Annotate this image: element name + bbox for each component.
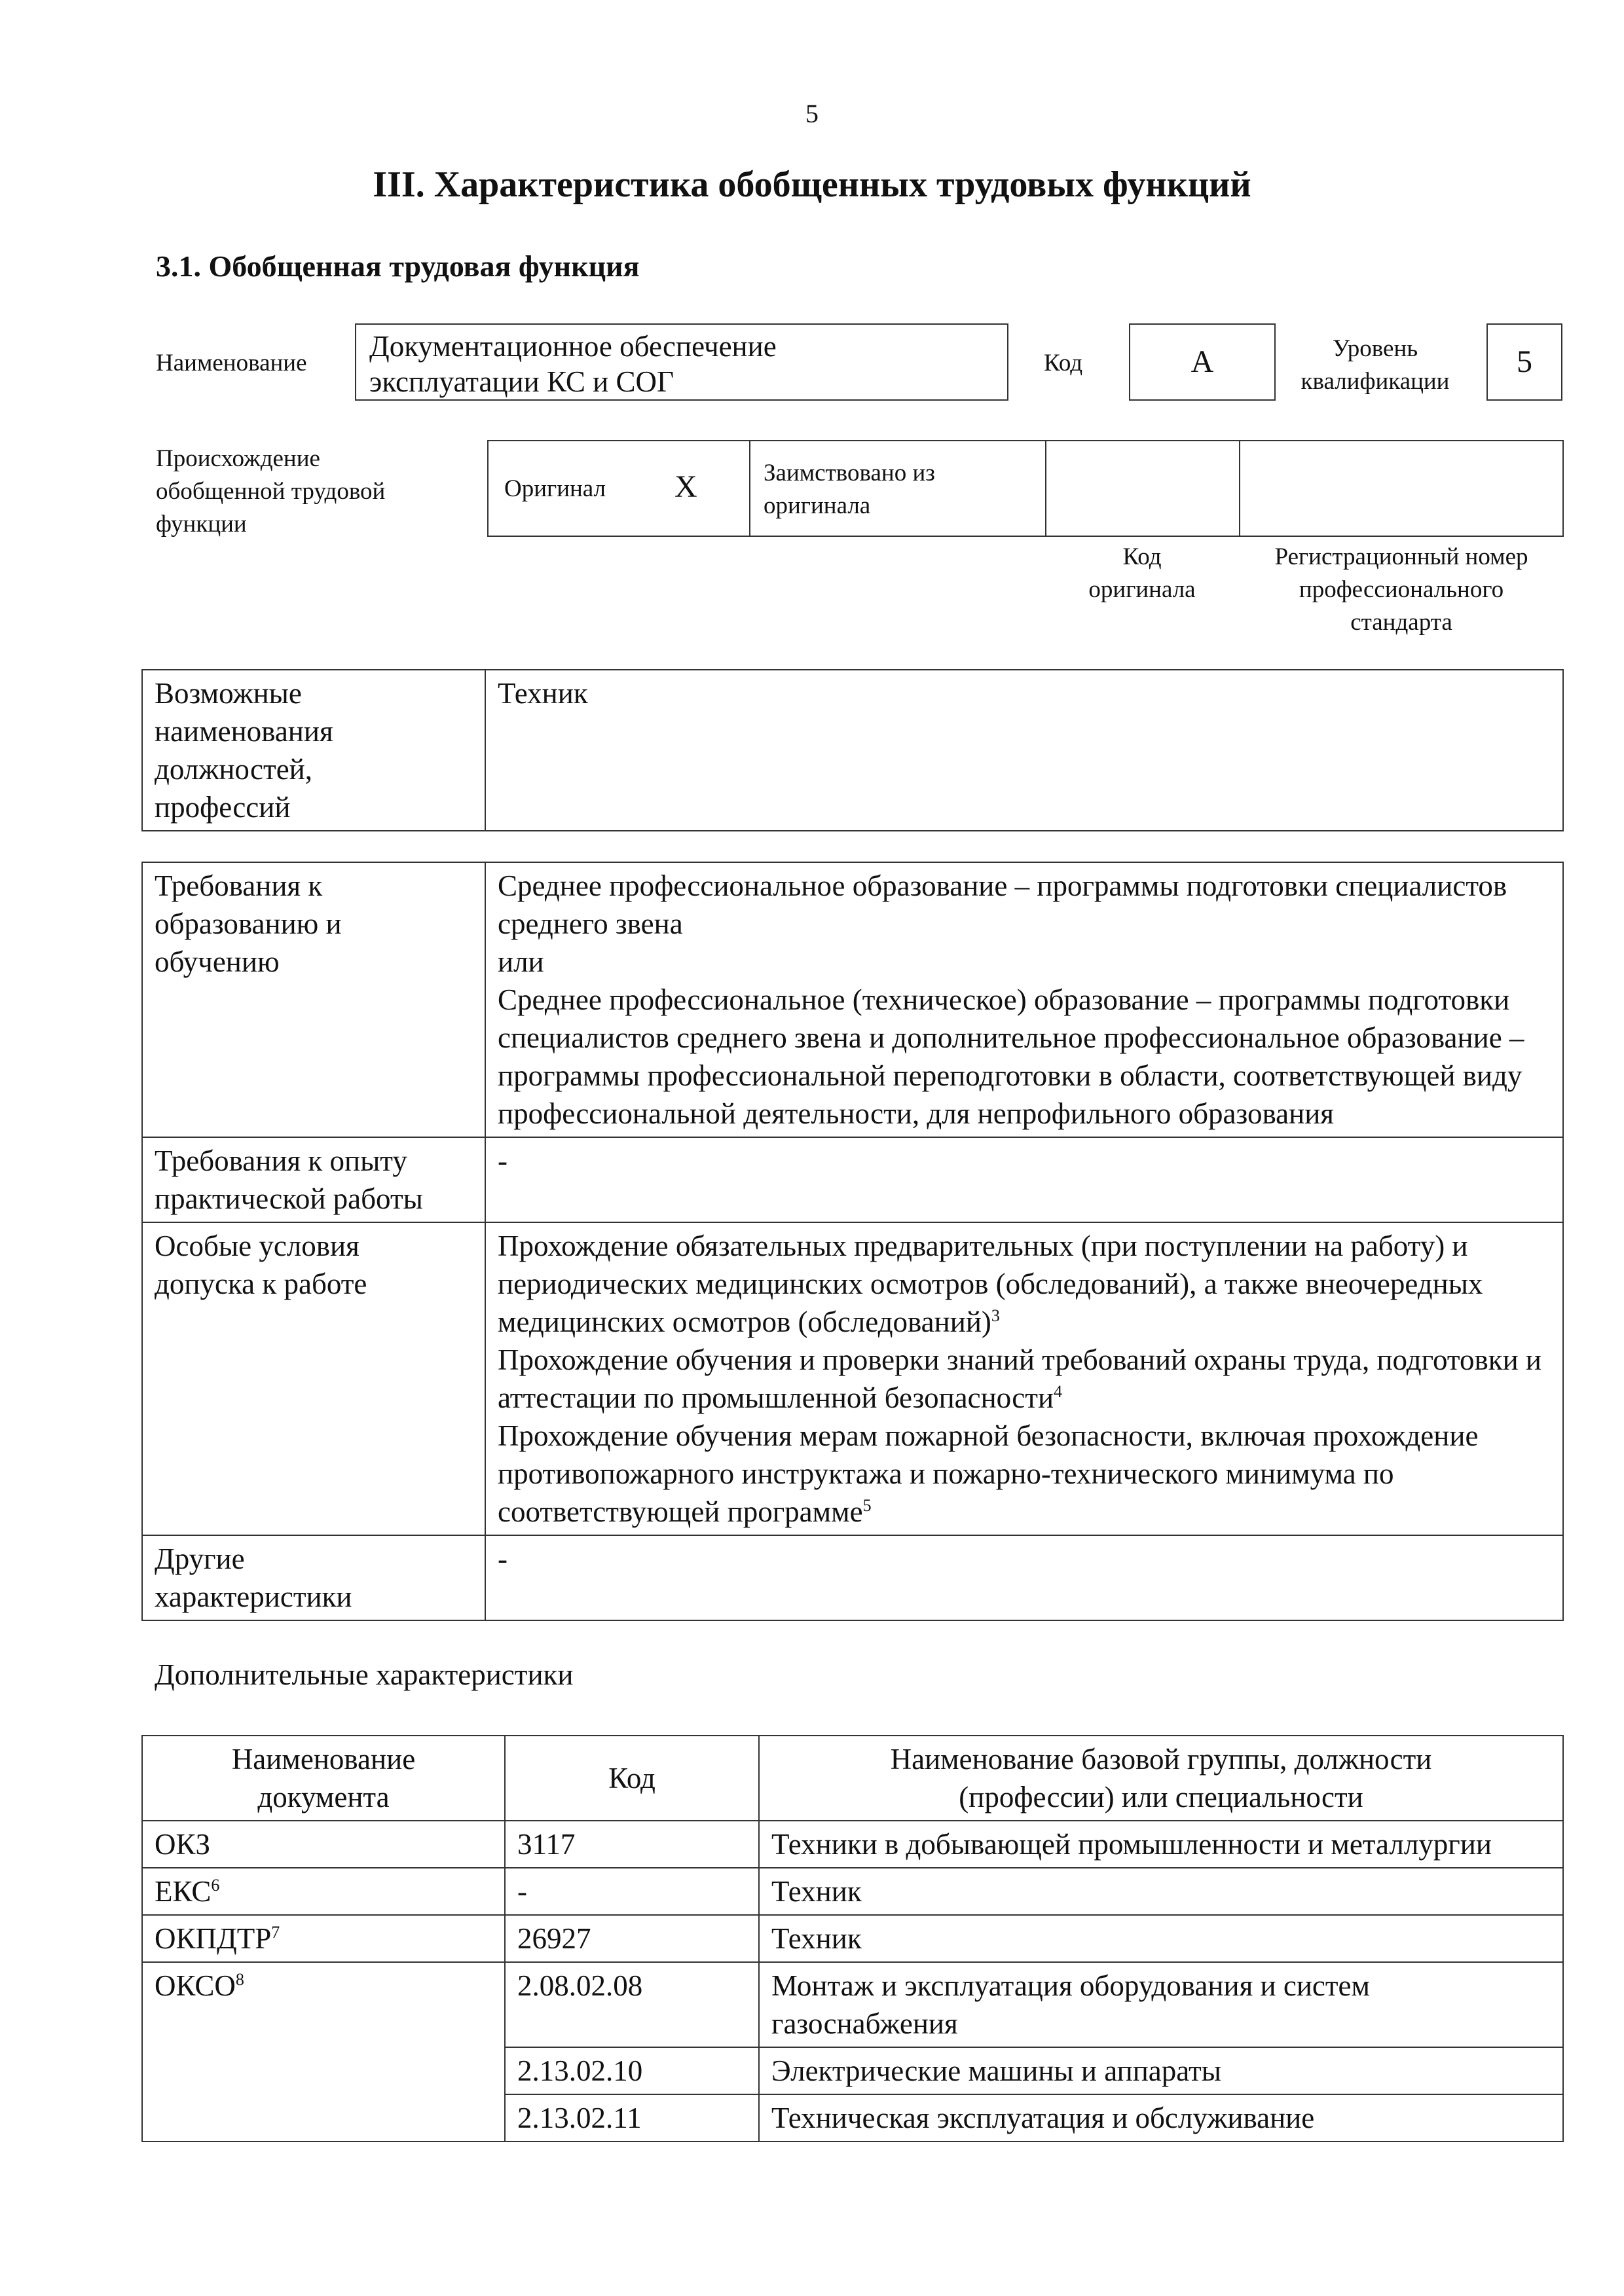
footnote-4: 4 <box>1054 1382 1063 1401</box>
positions-label-line3: должностей, <box>155 753 312 786</box>
origin-box <box>487 440 1564 537</box>
special-text3: Прохождение обучения мерам пожарной безопасности, включая прохождение противопожарного инструктажа и пожарно-технического минимума по соответствующей программе <box>498 1419 1479 1528</box>
code-label: Код <box>1044 350 1083 376</box>
reg-number-caption-line3: стандарта <box>1350 609 1452 636</box>
education-label-line3: обучению <box>155 945 280 978</box>
row-name: Техник <box>759 1915 1563 1962</box>
special-row <box>142 1222 1563 1535</box>
name-value-line1: Документационное обеспечение <box>369 330 777 363</box>
col-name-line1: Наименование базовой группы, должности <box>890 1743 1432 1776</box>
borrowed-label <box>764 457 935 522</box>
col-doc-header <box>142 1736 505 1821</box>
page-number: 5 <box>805 99 819 128</box>
special-label-line1: Особые условия <box>155 1230 360 1262</box>
footnote-3: 3 <box>991 1306 1000 1325</box>
doc-text: ОКПДТР <box>155 1922 272 1955</box>
requirements-table <box>141 862 1564 1621</box>
footnote-7: 7 <box>271 1923 280 1942</box>
other-label-line1: Другие <box>155 1542 245 1575</box>
positions-label-line1: Возможные <box>155 677 302 710</box>
borrowed-label-line2: оригинала <box>764 492 871 519</box>
name-value-box <box>355 323 1008 401</box>
additional-title: Дополнительные характеристики <box>155 1658 574 1691</box>
doc-text: ОКСО <box>155 1969 236 2002</box>
row-code: 2.13.02.10 <box>505 2047 759 2094</box>
footnote-6: 6 <box>211 1876 220 1895</box>
name-value-line2: эксплуатации КС и СОГ <box>369 365 674 398</box>
original-label: Оригинал <box>504 475 606 502</box>
education-text: Среднее профессиональное образование – программы подготовки специалистов среднего звена <box>498 869 1507 940</box>
experience-label-cell <box>142 1137 485 1222</box>
level-value: 5 <box>1517 344 1532 379</box>
level-label <box>1297 333 1454 398</box>
special-value-cell <box>485 1222 1563 1535</box>
row-name: Техник <box>759 1868 1563 1915</box>
education-label-cell <box>142 862 485 1137</box>
reg-number-caption-line2: профессионального <box>1299 576 1504 603</box>
education-label-line1: Требования к <box>155 869 323 902</box>
table-row <box>142 1868 1563 1915</box>
footnote-5: 5 <box>862 1496 872 1515</box>
row-name: Электрические машины и аппараты <box>759 2047 1563 2094</box>
positions-value: Техник <box>485 670 1563 831</box>
experience-row <box>142 1137 1563 1222</box>
other-label-line2: характеристики <box>155 1580 352 1613</box>
row-doc <box>142 1821 505 1868</box>
additional-table <box>141 1735 1564 2142</box>
education-text2: Среднее профессиональное (техническое) образование – программы подготовки специалистов среднего звена и дополнительное профессиональное образование – программы профессиональной переподготовки в области, соответствующей виду профессиональной деятельности, для непрофильного образования <box>498 983 1524 1130</box>
additional-header-row <box>142 1736 1563 1821</box>
row-code: 2.13.02.11 <box>505 2094 759 2141</box>
special-label-line2: допуска к работе <box>155 1267 367 1300</box>
other-label-cell <box>142 1535 485 1620</box>
positions-table <box>141 669 1564 831</box>
row-name: Техники в добывающей промышленности и металлургии <box>759 1821 1563 1868</box>
positions-label-line4: профессий <box>155 791 291 824</box>
table-row <box>142 1962 1563 2047</box>
row-doc <box>142 1915 505 1962</box>
education-value-cell <box>485 862 1563 1137</box>
code-original-caption <box>1045 541 1239 606</box>
borrowed-label-line1: Заимствовано из <box>764 460 935 486</box>
subsection-title: 3.1. Обобщенная трудовая функция <box>156 249 640 283</box>
section-title: III. Характеристика обобщенных трудовых функций <box>373 164 1251 205</box>
positions-row <box>142 670 1563 831</box>
code-original-caption-line2: оригинала <box>1088 576 1196 603</box>
special-item-2 <box>498 1341 1551 1417</box>
experience-label-line1: Требования к опыту <box>155 1144 407 1177</box>
row-code: 26927 <box>505 1915 759 1962</box>
code-value-box <box>1129 323 1276 401</box>
code-original-caption-line1: Код <box>1122 543 1162 570</box>
row-doc <box>142 1962 505 2141</box>
table-row <box>142 1915 1563 1962</box>
experience-label-line2: практической работы <box>155 1182 423 1215</box>
col-doc-line2: документа <box>257 1781 390 1813</box>
special-text1: Прохождение обязательных предварительных (при поступлении на работу) и периодических медицинских осмотров (обследований), а также внеочередных медицинских осмотров (обследований) <box>498 1230 1483 1338</box>
col-code-header: Код <box>505 1736 759 1821</box>
special-text2: Прохождение обучения и проверки знаний требований охраны труда, подготовки и аттестации по промышленной безопасности <box>498 1343 1541 1414</box>
row-code: 3117 <box>505 1821 759 1868</box>
origin-label-line1: Происхождение <box>156 445 320 472</box>
original-mark: X <box>674 469 697 504</box>
table-row <box>142 1821 1563 1868</box>
origin-label-line3: функции <box>156 511 247 538</box>
footnote-8: 8 <box>235 1970 244 1989</box>
row-doc <box>142 1868 505 1915</box>
education-label-line2: образованию и <box>155 907 342 940</box>
level-value-box <box>1486 323 1562 401</box>
reg-number-caption-line1: Регистрационный номер <box>1274 543 1528 570</box>
row-name: Техническая эксплуатация и обслуживание <box>759 2094 1563 2141</box>
positions-label-line2: наименования <box>155 715 333 748</box>
row-code: - <box>505 1868 759 1915</box>
doc-text: ЕКС <box>155 1875 212 1908</box>
origin-label <box>156 443 385 541</box>
other-row <box>142 1535 1563 1620</box>
special-item-3 <box>498 1417 1551 1531</box>
code-value: А <box>1190 344 1214 379</box>
level-label-line2: квалификации <box>1301 368 1450 395</box>
doc-text: ОКЗ <box>155 1828 211 1861</box>
row-code: 2.08.02.08 <box>505 1962 759 2047</box>
name-label: Наименование <box>156 350 307 376</box>
special-item-1 <box>498 1227 1551 1341</box>
reg-number-caption <box>1239 541 1564 639</box>
special-label-cell <box>142 1222 485 1535</box>
education-or: или <box>498 945 544 978</box>
level-label-line1: Уровень <box>1332 335 1418 362</box>
education-row <box>142 862 1563 1137</box>
col-name-header <box>759 1736 1563 1821</box>
positions-label-cell <box>142 670 485 831</box>
col-doc-line1: Наименование <box>231 1743 416 1776</box>
experience-value: - <box>485 1137 1563 1222</box>
origin-label-line2: обобщенной трудовой <box>156 478 386 505</box>
row-name: Монтаж и эксплуатация оборудования и систем газоснабжения <box>759 1962 1563 2047</box>
other-value: - <box>485 1535 1563 1620</box>
col-name-line2: (профессии) или специальности <box>959 1781 1363 1813</box>
